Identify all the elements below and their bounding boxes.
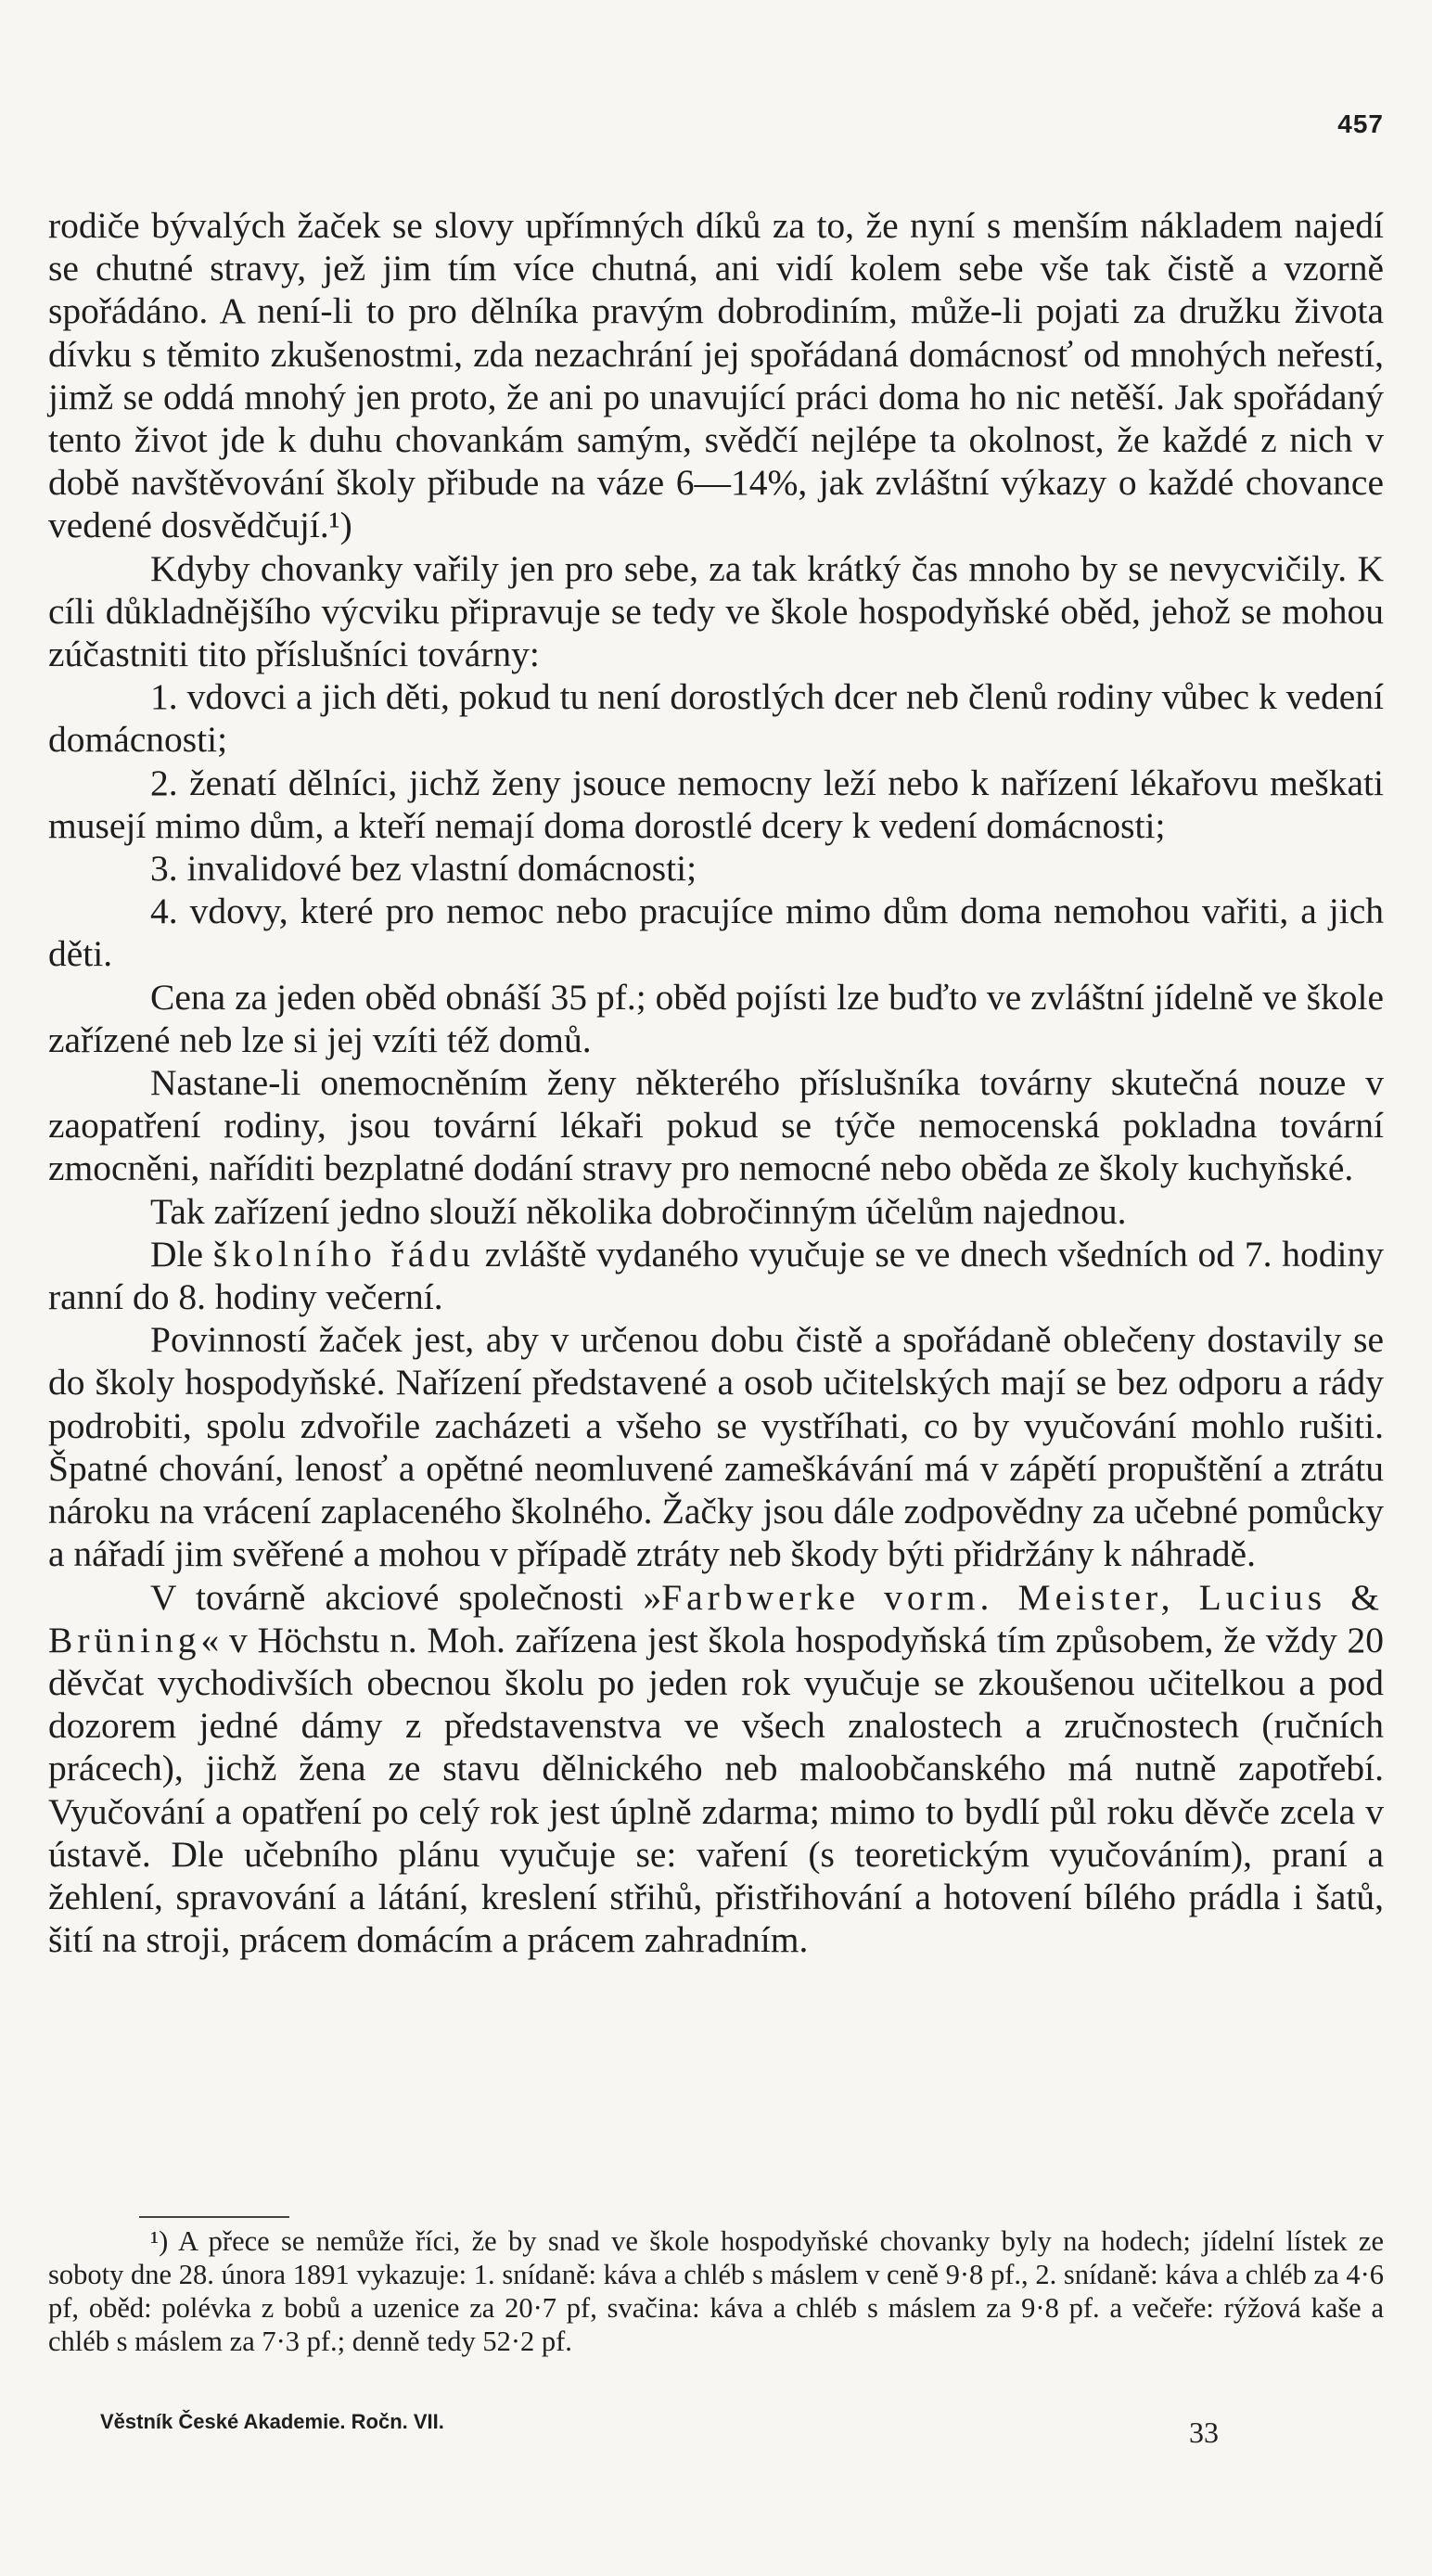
- list-item: 4. vdovy, které pro nemoc nebo pracujíce mimo dům doma nemohou vařiti, a jich děti.: [48, 891, 1384, 975]
- paragraph: rodiče bývalých žaček se slovy upřímných díků za to, že nyní s menším nákladem najedí se chutné stravy, jež jim tím více chutná, ani vidí kolem sebe vše tak čistě a vzorně spořádáno. A není-li to pro dělníka pravým dobrodiním, může-li pojati za družku života dívku s těmito zkušenostmi, zda nezachrání jej spořádaná domácnosť od mnohých neřestí, jimž se oddá mnohý jen proto, že ani po unavující práci doma ho nic netěší. Jak spořádaný tento život jde k duhu chovankám samým, svědčí nejlépe ta okolnost, že každé z nich v době navštěvování školy přibude na váze 6—14%, jak zvláštní výkazy o každé chovance vedené dosvědčují.¹): [48, 205, 1384, 546]
- paragraph: Kdyby chovanky vařily jen pro sebe, za tak krátký čas mnoho by se nevycvičily. K cíli důkladnějšího výcviku připravuje se tedy ve škole hospodyňské oběd, jehož se mohou zúčastniti tito příslušníci továrny:: [48, 547, 1384, 675]
- paragraph-factory: [48, 1576, 1384, 1962]
- factory-name: Farbwerke vorm. Meister, Lucius & Brüning: [48, 1576, 1384, 1660]
- body-text: [48, 204, 1384, 1961]
- school-rules-rest: zvláště vydaného vyučuje se ve dnech všedních od 7. hodiny ranní do 8. hodiny večerní.: [48, 1233, 1385, 1318]
- paragraph: Nastane-li onemocněním ženy některého příslušníka továrny skutečná nouze v zaopatření rodiny, jsou tovární lékaři pokud se týče nemocenská pokladna tovární zmocněni, naříditi bezplatné dodání stravy pro nemocné nebo oběda ze školy kuchyňské.: [48, 1062, 1384, 1189]
- paragraph: Povinností žaček jest, aby v určenou dobu čistě a spořádaně oblečeny dostavily se do školy hospodyňské. Nařízení představené a osob učitelských mají se bez odporu a rády podrobiti, spolu zdvořile zacházeti a všeho se vystříhati, co by vyučování mohlo rušiti. Špatné chování, lenosť a opětné neomluvené zameškávání má v zápětí propuštění a ztrátu nároku na vrácení zaplaceného školného. Žačky jsou dále zodpovědny za učebné pomůcky a nářadí jim svěřené a mohou v případě ztráty neb škody býti přidržány k náhradě.: [48, 1319, 1384, 1575]
- list-item: 3. invalidové bez vlastní domácnosti;: [150, 848, 697, 890]
- footnote-divider: [139, 2216, 289, 2218]
- journal-footer: Věstník České Akademie. Ročn. VII.: [100, 2410, 444, 2433]
- paragraph-school-rules: [48, 1233, 1384, 1318]
- footnote-marker: ¹): [150, 2225, 169, 2257]
- factory-intro: V továrně akciové společnosti »: [150, 1576, 662, 1618]
- factory-rest: « v Höchstu n. Moh. zařízena jest škola hospodyňská tím způsobem, že vždy 20 děvčat vychodivších obecnou školu po jeden rok vyučuje se zkoušenou učitelkou a pod dozorem jedné dámy z představenstva ve všech znalostech a zručnostech (ručních prácech), jichž žena ze stavu dělnického neb maloobčanského má nutně zapotřebí. Vyučování a opatření po celý rok jest úplně zdarma; mimo to bydlí půl roku děvče zcela v ústavě. Dle učebního plánu vyučuje se: vaření (s teoretickým vyučováním), praní a žehlení, spravování a látání, kreslení střihů, přistřihování a hotovení bílého prádla i šatů, šití na stroji, prácem domácím a prácem zahradním.: [48, 1619, 1384, 1961]
- list-item: 2. ženatí dělníci, jichž ženy jsouce nemocny leží nebo k nařízení lékařovu meškati musejí mimo dům, a kteří nemají doma dorostlé dcery k vedení domácnosti;: [48, 762, 1384, 846]
- school-rules-lead: Dle: [150, 1233, 204, 1275]
- paragraph: Tak zařízení jedno slouží několika dobročinným účelům najednou.: [150, 1190, 1127, 1232]
- page-number: 457: [1337, 109, 1384, 138]
- list-item: 1. vdovci a jich děti, pokud tu není dorostlých dcer neb členů rodiny vůbec k vedení domácnosti;: [48, 676, 1384, 761]
- footnote: [48, 2224, 1384, 2358]
- signature-mark: 33: [1189, 2416, 1219, 2449]
- school-rules-spaced: školního řádu: [212, 1233, 475, 1275]
- paragraph: Cena za jeden oběd obnáší 35 pf.; oběd pojísti lze buďto ve zvláštní jídelně ve škole zařízené neb lze si jej vzíti též domů.: [48, 976, 1384, 1060]
- footnote-text: A přece se nemůže říci, že by snad ve škole hospodyňské chovanky byly na hodech; jídelní lístek ze soboty dne 28. února 1891 vykazuje: 1. snídaně: káva a chléb s máslem v ceně 9·8 pf., 2. snídaně: káva a chléb za 4·6 pf, oběd: polévka z bobů a uzenice za 20·7 pf, svačina: káva a chléb s máslem za 9·8 pf. a večeře: rýžová kaše a chléb s máslem za 7·3 pf.; denně tedy 52·2 pf.: [48, 2225, 1384, 2357]
